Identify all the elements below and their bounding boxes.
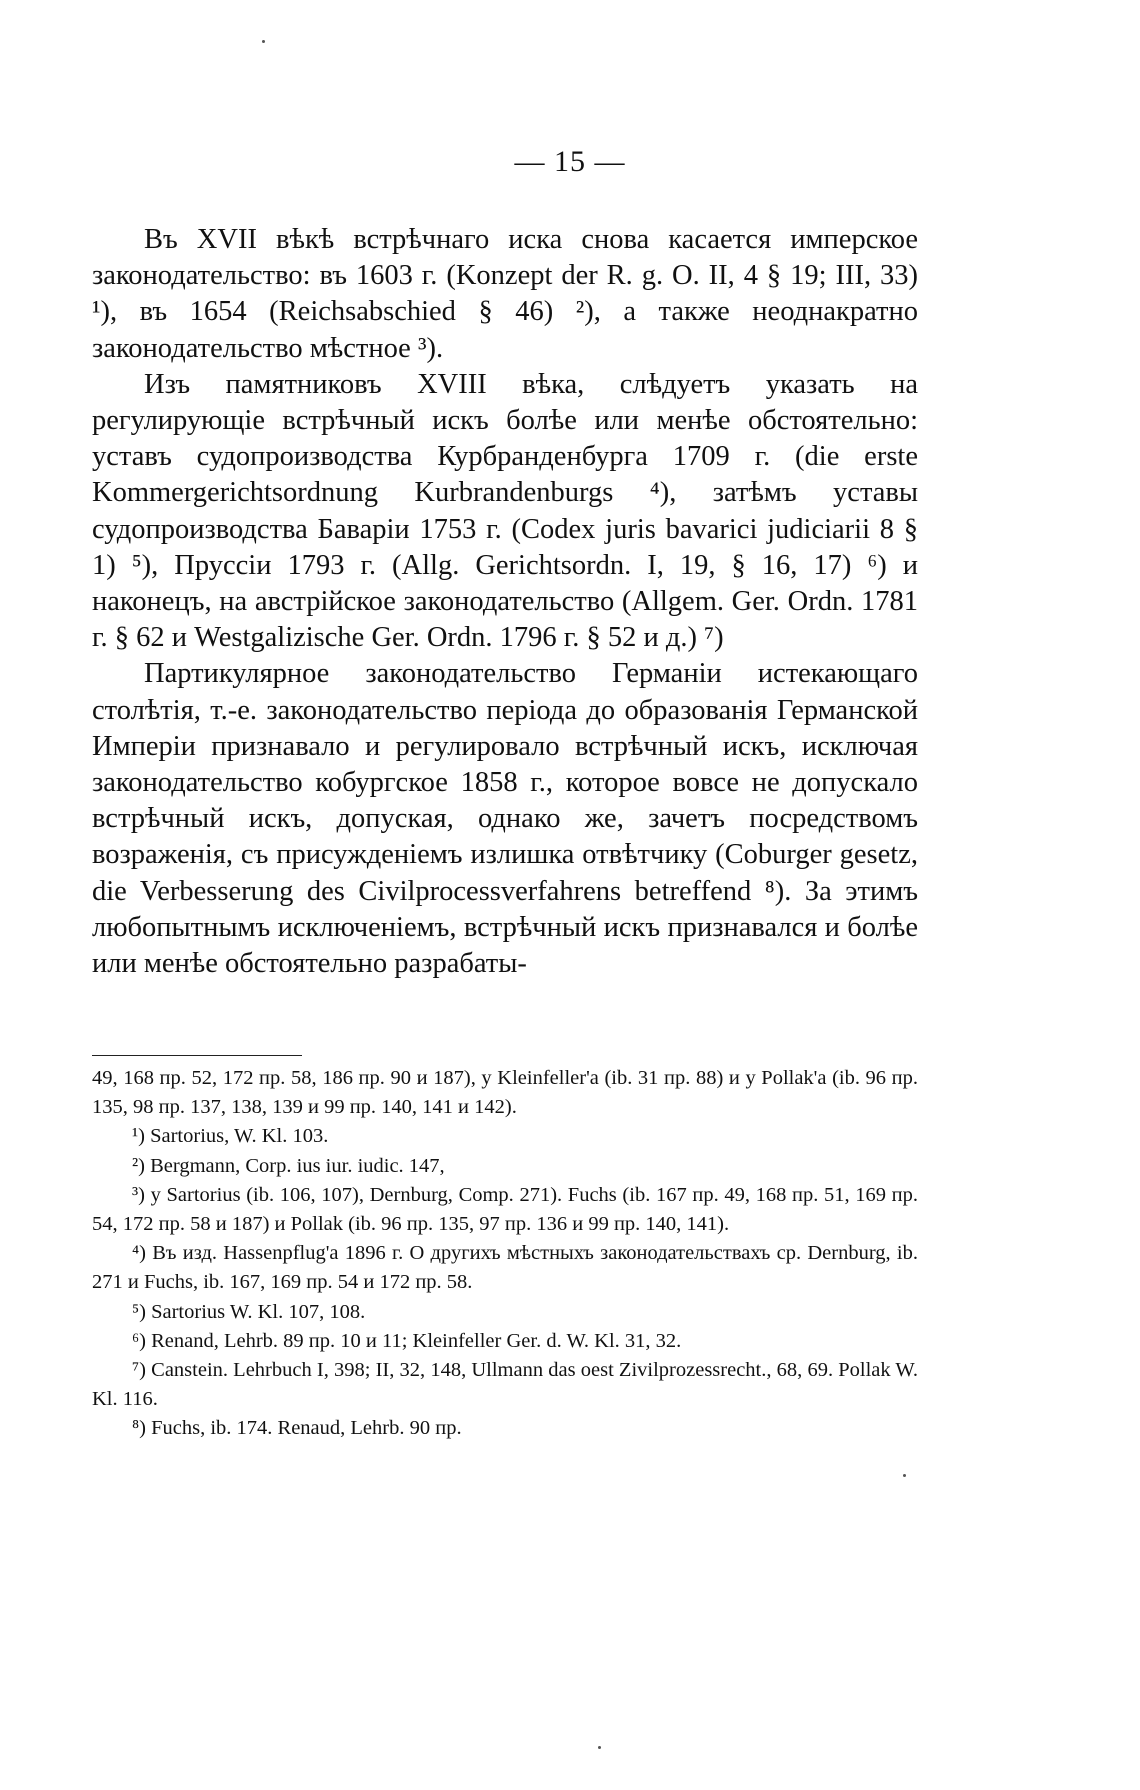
footnote-2 <box>92 1152 918 1181</box>
page-number: — 15 — <box>514 145 626 178</box>
footnote-text: Bergmann, Corp. ius iur. iudic. 147, <box>150 1154 445 1177</box>
footnote-divider <box>92 1055 302 1056</box>
footnote-mark: ³) <box>132 1183 145 1206</box>
paragraph-1: Въ XVII вѣкѣ встрѣчнаго иска снова касается имперское законодательство: въ 1603 г. (Konzept der R. g. O. II, 4 § 19; III, 33) ¹), въ 1654 (Reichsabschied § 46) ²), а также неоднакратно законодательство мѣстное ³). <box>92 224 918 364</box>
footnote-6 <box>92 1327 918 1356</box>
footnote-text: Canstein. Lehrbuch I, 398; II, 32, 148, Ullmann das oest Zivilprozessrecht., 68, 69. Pollak W. Kl. 116. <box>92 1359 918 1411</box>
footnote-mark: ⁶) <box>132 1329 146 1352</box>
scan-speck <box>903 1474 906 1477</box>
paragraph-3: Партикулярное законодательство Германіи истекающаго столѣтія, т.-е. законодательство періода до образованія Германской Имперіи признавало и регулировало встрѣчный искъ, исключая законодательство кобургское 1858 г., которое вовсе не допускало встрѣчный искъ, допуская, однако же, зачетъ посредствомъ возраженія, съ присужденіемъ излишка отвѣтчику (Coburger gesetz, die Verbesserung des Civilprocessverfahrens betreffend ⁸). За этимъ любопытнымъ исключеніемъ, встрѣчный искъ признавался и болѣе или менѣе обстоятельно разрабаты- <box>92 658 918 980</box>
paragraph-2: Изъ памятниковъ XVIII вѣка, слѣдуетъ указать на регулирующіе встрѣчный искъ болѣе или менѣе обстоятельно: уставъ судопроизводства Курбранденбурга 1709 г. (die erste Kommergerichtsordnung Kurbrandenburgs ⁴), затѣмъ уставы судопроизводства Баваріи 1753 г. (Codex juris bavarici judiciarii 8 § 1) ⁵), Пруссіи 1793 г. (Allg. Gerichtsordn. I, 19, § 16, 17) ⁶) и наконецъ, на австрійское законодательство (Allgem. Ger. Ordn. 1781 г. § 62 и Westgalizische Ger. Ordn. 1796 г. § 52 и д.) ⁷) <box>92 368 918 654</box>
footnote-3 <box>92 1181 918 1239</box>
footnote-5 <box>92 1298 918 1327</box>
footnote-text: Fuchs, ib. 174. Renaud, Lehrb. 90 пр. <box>151 1417 462 1440</box>
scan-speck <box>262 40 265 43</box>
scan-speck <box>598 1746 601 1749</box>
main-text <box>92 222 918 982</box>
footnote-continuation: 49, 168 пр. 52, 172 пр. 58, 186 пр. 90 и 187), у Kleinfeller'а (ib. 31 пр. 88) и у Pollak'a (ib. 96 пр. 135, 98 пр. 137, 138, 139 и 99 пр. 140, 141 и 142). <box>92 1067 918 1119</box>
footnote-1 <box>92 1122 918 1151</box>
footnote-7 <box>92 1356 918 1414</box>
footnote-4 <box>92 1239 918 1297</box>
footnote-mark: ⁵) <box>132 1300 146 1323</box>
footnote-text: Въ изд. Hassenpflug'а 1896 г. О другихъ мѣстныхъ законодательствахъ ср. Dernburg, ib. 271 и Fuchs, ib. 167, 169 пр. 54 и 172 пр. 58. <box>92 1242 919 1294</box>
footnote-mark: ⁷) <box>132 1359 146 1382</box>
footnote-mark: ⁴) <box>132 1242 146 1265</box>
footnotes <box>92 1064 918 1444</box>
footnote-8 <box>92 1414 918 1443</box>
footnote-text: Sartorius W. Kl. 107, 108. <box>151 1300 366 1323</box>
footnote-text: Renand, Lehrb. 89 пр. 10 и 11; Kleinfeller Ger. d. W. Kl. 31, 32. <box>151 1329 682 1352</box>
footnote-text: Sartorius, W. Kl. 103. <box>150 1125 329 1148</box>
footnote-mark: ¹) <box>132 1125 145 1148</box>
footnote-mark: ²) <box>132 1154 145 1177</box>
footnote-text: у Sartorius (ib. 106, 107), Dernburg, Comp. 271). Fuchs (ib. 167 пр. 49, 168 пр. 51, 169 пр. 54, 172 пр. 58 и 187) и Pollak (ib. 96 пр. 135, 97 пр. 136 и 99 пр. 140, 141). <box>92 1183 919 1236</box>
footnote-mark: ⁸) <box>132 1417 146 1440</box>
